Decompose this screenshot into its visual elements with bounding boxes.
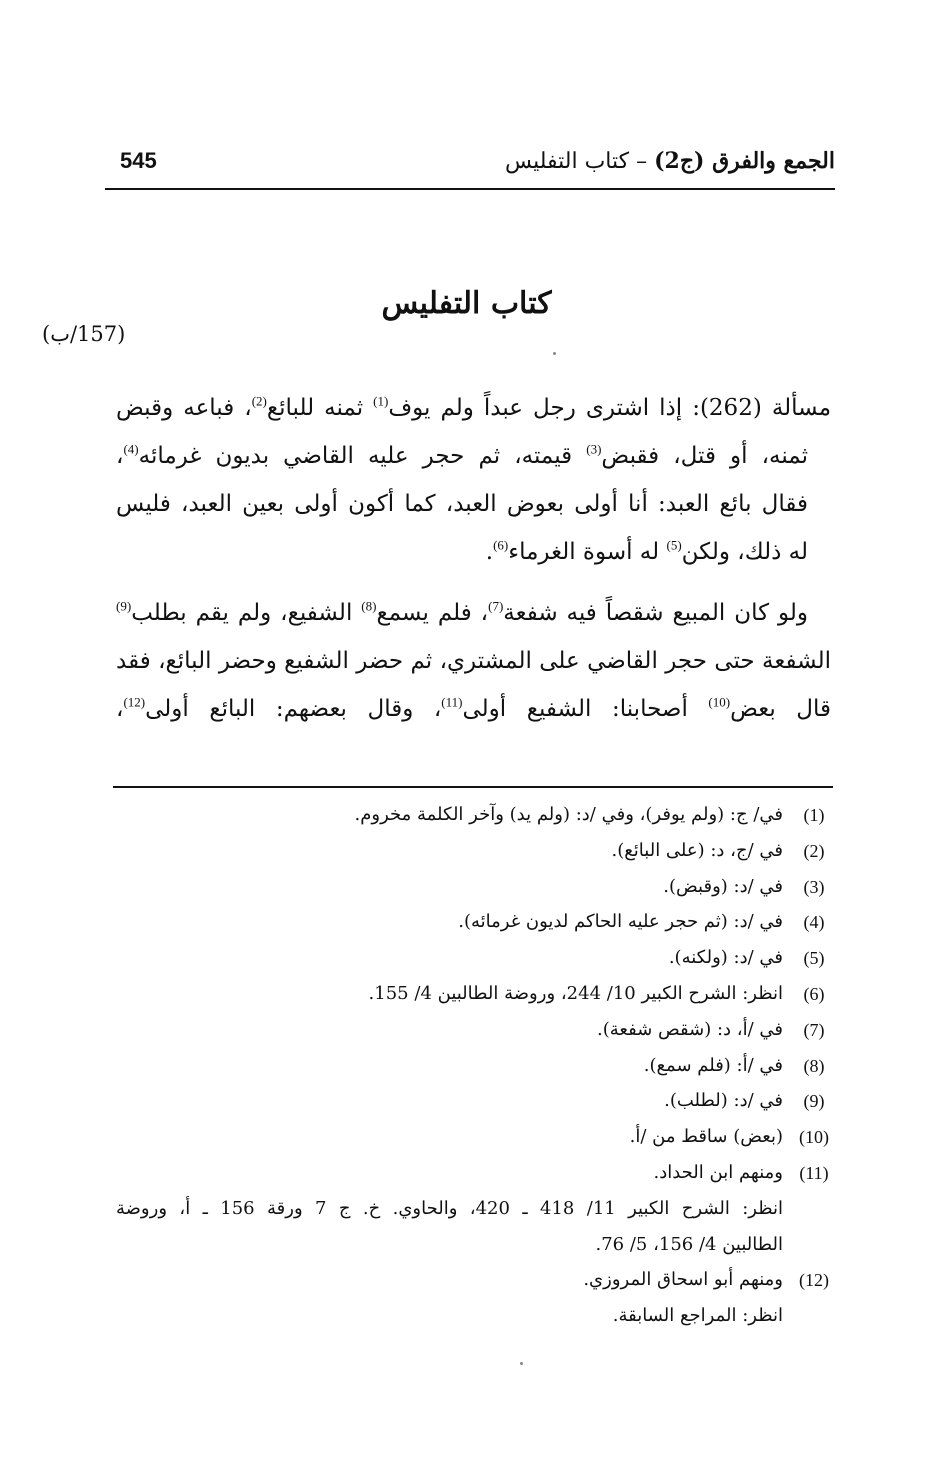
text-run: ، وقال بعضهم: البائع أولى bbox=[145, 696, 442, 722]
paragraph-line bbox=[116, 646, 831, 676]
book-title: الجمع والفرق (ج2) bbox=[654, 148, 835, 174]
footnote-reference: (5) bbox=[666, 537, 682, 553]
footnote-number: (1) bbox=[803, 805, 825, 825]
footnote-rule bbox=[113, 786, 833, 788]
footnote-text: في /د: (لطلب). bbox=[664, 1090, 783, 1111]
text-run: ، bbox=[116, 696, 124, 722]
footnote-text: ومنهم ابن الحداد. bbox=[653, 1162, 783, 1183]
footnote-number: (2) bbox=[803, 841, 825, 861]
text-run: ثمنه للبائع bbox=[266, 395, 374, 421]
footnote-number: (5) bbox=[803, 948, 825, 968]
running-head-separator: – bbox=[629, 149, 655, 174]
paragraph-line bbox=[116, 694, 831, 724]
text-run: قيمته، ثم حجر عليه القاضي بديون غرمائه bbox=[138, 443, 587, 469]
text-run: ، فلم يسمع bbox=[376, 600, 489, 626]
text-run: مسألة (262): إذا اشترى رجل عبداً ولم يوف bbox=[388, 395, 832, 421]
text-run: الشفعة حتى حجر القاضي على المشتري، ثم حضر الشفيع وحضر البائع، فقد bbox=[116, 648, 831, 674]
text-run: ولو كان المبيع شقصاً فيه شفعة bbox=[503, 600, 808, 626]
footnote-reference: (4) bbox=[123, 441, 139, 457]
footnote-reference: (2) bbox=[251, 393, 267, 409]
paragraph-line bbox=[116, 598, 808, 628]
paragraph-line bbox=[116, 393, 831, 423]
footnote-number: (6) bbox=[803, 984, 825, 1004]
running-head-chapter: كتاب التفليس bbox=[505, 149, 630, 174]
paragraph-line bbox=[116, 441, 808, 471]
footnote-reference: (12) bbox=[123, 694, 146, 710]
footnote-text: في /ج، د: (على البائع). bbox=[611, 840, 783, 861]
footnote-text: في /د: (ثم حجر عليه الحاكم لديون غرمائه). bbox=[458, 911, 783, 932]
text-run: فقال بائع العبد: أنا أولى بعوض العبد، كما أكون أولى بعين العبد، فليس bbox=[116, 491, 808, 517]
footnote-reference: (1) bbox=[373, 393, 389, 409]
page-number: 545 bbox=[120, 148, 157, 173]
footnote-reference: (10) bbox=[708, 694, 731, 710]
footnote-reference: (11) bbox=[441, 694, 463, 710]
folio-reference: (157/ب) bbox=[42, 322, 126, 346]
footnote-text: في /د: (وقبض). bbox=[663, 876, 783, 897]
footnote-number: (8) bbox=[803, 1056, 825, 1076]
footnote-text: انظر: المراجع السابقة. bbox=[612, 1305, 783, 1326]
chapter-title: كتاب التفليس bbox=[381, 286, 552, 321]
text-run: قال بعض bbox=[730, 696, 831, 722]
footnote-reference: (9) bbox=[116, 598, 132, 614]
running-head bbox=[505, 148, 835, 174]
footnote-text: انظر: الشرح الكبير 11/ 418 ـ 420، والحاوي. خ. ج 7 ورقة 156 ـ أ، وروضة bbox=[116, 1198, 783, 1219]
text-run: ، فباعه وقبض bbox=[116, 395, 252, 421]
footnote-text: انظر: الشرح الكبير 10/ 244، وروضة الطالبين 4/ 155. bbox=[368, 983, 783, 1004]
footnote-text: الطالبين 4/ 156، 5/ 76. bbox=[595, 1234, 783, 1255]
text-run: له ذلك، ولكن bbox=[681, 539, 808, 565]
footnote-text: في /أ، د: (شقص شفعة). bbox=[597, 1019, 783, 1040]
footnote-reference: (8) bbox=[361, 598, 377, 614]
footnote-text: ومنهم أبو اسحاق المروزي. bbox=[583, 1269, 783, 1290]
scan-speck bbox=[520, 1362, 523, 1365]
footnote-number: (12) bbox=[799, 1270, 829, 1290]
paragraph-line bbox=[116, 489, 808, 519]
footnote-reference: (3) bbox=[586, 441, 602, 457]
footnote-text: في/ ج: (ولم يوفر)، وفي /د: (ولم يد) وآخر الكلمة مخروم. bbox=[354, 804, 783, 825]
text-run: ثمنه، أو قتل، فقبض bbox=[601, 443, 808, 469]
text-run: الشفيع، ولم يقم بطلب bbox=[131, 600, 362, 626]
footnote-number: (10) bbox=[799, 1127, 829, 1147]
footnote-reference: (6) bbox=[493, 537, 509, 553]
footnote-text: في /د: (ولكنه). bbox=[668, 947, 783, 968]
footnote-number: (11) bbox=[799, 1163, 829, 1183]
footnote-text: في /أ: (فلم سمع). bbox=[643, 1055, 783, 1076]
footnote-number: (7) bbox=[803, 1020, 825, 1040]
text-run: ، bbox=[116, 443, 124, 469]
paragraph-line bbox=[440, 537, 808, 567]
footnote-number: (9) bbox=[803, 1091, 825, 1111]
scan-speck bbox=[553, 352, 556, 355]
footnote-reference: (7) bbox=[488, 598, 504, 614]
text-run: . bbox=[485, 539, 494, 565]
text-run: له أسوة الغرماء bbox=[508, 539, 667, 565]
text-run: أصحابنا: الشفيع أولى bbox=[462, 696, 709, 722]
header-rule bbox=[105, 188, 835, 190]
footnote-text: (بعض) ساقط من /أ. bbox=[629, 1126, 783, 1147]
footnote-number: (3) bbox=[803, 877, 825, 897]
footnote-number: (4) bbox=[803, 912, 825, 932]
